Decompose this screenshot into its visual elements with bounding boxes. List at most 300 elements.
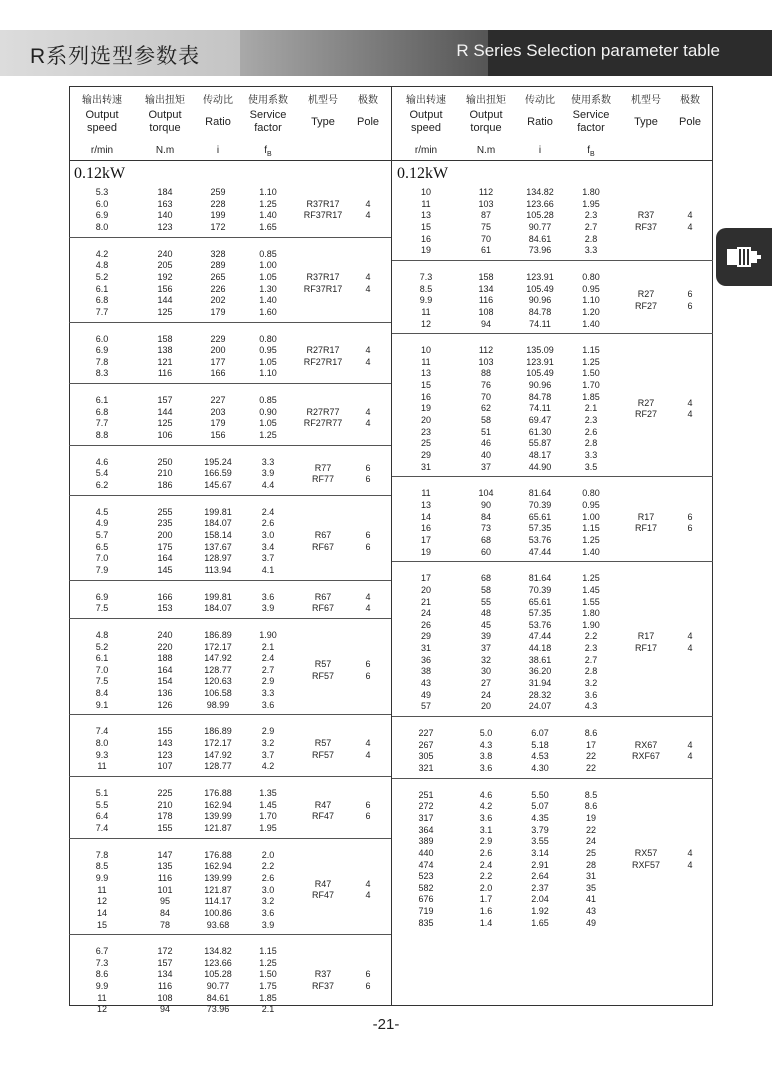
right-cell-ratio: 135.09 (526, 345, 554, 356)
left-cell-speed: 7.7 (95, 418, 109, 429)
left-cell-sf: 3.7 (261, 749, 275, 760)
left-cell-speed: 5.4 (95, 468, 109, 479)
right-cell-speed: 12 (420, 318, 431, 329)
right-cell-speed: 17 (420, 573, 431, 584)
right-cell-sf: 0.95 (582, 283, 600, 294)
left-cell-speed: 9.9 (95, 981, 109, 992)
left-cell-ratio: 158.14 (204, 529, 232, 540)
left-cell-ratio: 229 (210, 333, 226, 344)
right-cell-speed: 31 (420, 643, 431, 654)
left-cell-torque: 210 (157, 799, 173, 810)
right-cell-sf: 2.7 (584, 221, 598, 232)
right-cell-ratio: 65.61 (528, 596, 552, 607)
left-cell-torque: 200 (157, 529, 173, 540)
left-cell-sf: 1.40 (259, 210, 277, 221)
left-cell-speed: 7.8 (95, 356, 109, 367)
right-cell-torque: 58 (480, 584, 491, 595)
right-cell-ratio: 4.30 (531, 762, 549, 773)
right-cell-sf: 1.80 (582, 608, 600, 619)
right-cell-speed: 474 (418, 859, 434, 870)
right-cell-speed: 523 (418, 871, 434, 882)
left-cell-sf: 4.1 (261, 564, 275, 575)
left-cell-ratio: 184.07 (204, 518, 232, 529)
right-cell-ratio: 1.65 (531, 917, 549, 928)
right-cell-ratio: 57.35 (528, 523, 552, 534)
right-header-sf-unit: $f_B$ (587, 145, 595, 158)
right-cell-ratio: 53.76 (528, 534, 552, 545)
left-pole-count: 4 (365, 591, 371, 602)
right-cell-sf: 1.15 (582, 523, 600, 534)
right-cell-ratio: 1.92 (531, 906, 549, 917)
right-cell-torque: 24 (480, 689, 491, 700)
left-cell-ratio: 139.99 (204, 811, 232, 822)
left-cell-sf: 1.05 (259, 418, 277, 429)
left-cell-speed: 6.9 (95, 345, 109, 356)
right-cell-torque: 37 (480, 643, 491, 654)
left-cell-ratio: 162.94 (204, 861, 232, 872)
left-cell-torque: 163 (157, 198, 173, 209)
left-cell-speed: 11 (97, 884, 107, 895)
left-cell-speed: 12 (96, 1004, 107, 1015)
right-cell-speed: 582 (418, 882, 434, 893)
left-cell-torque: 134 (157, 969, 173, 980)
left-cell-torque: 78 (159, 919, 170, 930)
left-cell-speed: 6.7 (95, 946, 109, 957)
right-pole-count: 4 (687, 397, 693, 408)
left-cell-torque: 186 (157, 480, 173, 490)
left-cell-torque: 220 (157, 641, 173, 652)
right-cell-sf: 2.3 (584, 210, 598, 221)
left-cell-sf: 1.25 (259, 957, 277, 968)
left-cell-sf: 2.6 (261, 518, 275, 529)
right-cell-speed: 676 (418, 894, 434, 905)
left-header-type-en: Type (311, 116, 335, 128)
right-pole-count: 4 (687, 847, 693, 858)
right-cell-speed: 11 (421, 356, 431, 367)
left-pole-count: 4 (365, 271, 371, 282)
left-cell-ratio: 84.61 (206, 992, 230, 1003)
left-cell-torque: 143 (157, 738, 173, 749)
left-cell-sf: 0.90 (259, 406, 277, 417)
right-cell-torque: 1.7 (479, 894, 493, 905)
left-model-type: R47 (314, 878, 332, 889)
right-cell-torque: 5.0 (479, 728, 493, 738)
right-header-ratio-en: Ratio (527, 116, 553, 128)
left-cell-speed: 5.3 (95, 187, 109, 197)
right-cell-speed: 38 (420, 666, 431, 677)
right-model-type: R27 (637, 289, 655, 300)
left-cell-speed: 9.1 (95, 699, 109, 710)
left-cell-sf: 1.70 (259, 811, 277, 822)
right-header-ratio-cn: 传动比 (525, 95, 555, 106)
right-cell-ratio: 5.07 (531, 801, 549, 812)
right-cell-ratio: 24.07 (528, 701, 552, 712)
right-cell-torque: 158 (478, 271, 494, 282)
left-cell-sf: 2.0 (261, 849, 275, 860)
left-cell-sf: 2.4 (261, 506, 275, 517)
right-cell-ratio: 4.53 (531, 751, 549, 762)
right-cell-sf: 28 (585, 859, 596, 870)
right-cell-torque: 103 (478, 356, 494, 367)
left-cell-speed: 6.9 (95, 591, 109, 602)
right-cell-torque: 2.6 (479, 847, 493, 858)
left-cell-sf: 1.15 (259, 946, 277, 957)
right-cell-ratio: 84.61 (528, 233, 552, 244)
right-pole-count: 4 (687, 631, 693, 642)
left-cell-ratio: 145.67 (204, 480, 232, 490)
left-cell-torque: 153 (157, 603, 173, 614)
left-cell-speed: 7.3 (95, 957, 109, 968)
right-cell-sf: 1.20 (582, 306, 600, 317)
left-cell-ratio: 179 (210, 306, 226, 317)
right-cell-ratio: 69.47 (528, 415, 552, 426)
right-cell-speed: 19 (420, 245, 431, 256)
left-cell-sf: 3.3 (261, 456, 275, 467)
right-cell-ratio: 4.35 (531, 812, 549, 823)
left-cell-ratio: 265 (210, 271, 226, 282)
right-cell-torque: 55 (480, 596, 491, 607)
left-cell-torque: 240 (157, 248, 173, 259)
right-cell-speed: 16 (420, 391, 431, 402)
left-cell-ratio: 259 (210, 187, 226, 197)
left-group-separator (69, 495, 391, 496)
left-model-type: R37R17 (306, 271, 340, 282)
right-cell-ratio: 90.96 (528, 380, 552, 391)
right-cell-torque: 48 (480, 608, 491, 619)
left-cell-sf: 2.7 (261, 664, 275, 675)
left-cell-torque: 138 (157, 345, 173, 356)
right-cell-speed: 49 (420, 689, 431, 700)
left-cell-sf: 3.6 (261, 591, 275, 602)
left-cell-ratio: 121.87 (204, 884, 232, 895)
left-cell-speed: 6.1 (95, 653, 109, 664)
left-model-type: R47 (314, 799, 332, 810)
right-cell-sf: 1.90 (582, 619, 600, 630)
right-cell-sf: 49 (585, 917, 596, 928)
left-pole-count: 4 (365, 283, 371, 294)
right-cell-torque: 30 (480, 666, 491, 677)
right-cell-sf: 1.70 (582, 380, 600, 391)
left-cell-torque: 126 (157, 699, 173, 710)
left-cell-speed: 7.0 (95, 664, 109, 675)
right-cell-speed: 57 (420, 701, 431, 712)
right-pole-count: 4 (687, 751, 693, 762)
right-cell-ratio: 73.96 (528, 245, 552, 256)
left-header-sf-cn: 使用系数 (248, 95, 288, 106)
left-cell-sf: 1.00 (259, 260, 277, 271)
right-cell-sf: 0.95 (582, 499, 600, 510)
right-cell-torque: 103 (478, 198, 494, 209)
right-cell-ratio: 84.78 (528, 306, 552, 317)
right-cell-sf: 1.25 (582, 573, 600, 584)
right-cell-sf: 8.6 (584, 728, 598, 738)
right-cell-torque: 68 (480, 573, 491, 584)
right-cell-sf: 19 (585, 812, 596, 823)
left-cell-speed: 4.6 (95, 456, 109, 467)
left-group-separator (69, 776, 391, 777)
right-cell-sf: 3.3 (584, 450, 598, 460)
right-pole-count: 4 (687, 409, 693, 420)
left-group-separator (69, 383, 391, 384)
right-cell-speed: 10 (420, 187, 431, 197)
left-cell-sf: 3.0 (261, 884, 275, 895)
left-cell-ratio: 121.87 (204, 822, 232, 833)
left-cell-ratio: 90.77 (206, 981, 230, 992)
right-cell-ratio: 48.17 (528, 450, 552, 460)
left-model-type: RF67 (311, 541, 334, 552)
left-cell-torque: 250 (157, 456, 173, 467)
right-cell-ratio: 47.44 (528, 631, 552, 642)
right-header-pole-cn: 极数 (680, 95, 700, 106)
left-cell-ratio: 289 (210, 260, 226, 271)
left-cell-sf: 2.4 (261, 653, 275, 664)
left-model-type: RF77 (311, 474, 334, 485)
left-model-type: RF67 (311, 603, 334, 614)
right-cell-speed: 7.3 (419, 271, 433, 282)
left-cell-torque: 184 (157, 187, 173, 197)
page-title-en: R Series Selection parameter table (456, 41, 720, 60)
right-group-separator (392, 260, 713, 261)
left-cell-ratio: 166.59 (204, 468, 232, 479)
right-cell-speed: 11 (421, 488, 431, 499)
right-model-type: RX67 (634, 739, 658, 750)
left-pole-count: 4 (365, 749, 371, 760)
right-cell-ratio: 81.64 (528, 573, 552, 584)
left-cell-sf: 3.9 (261, 468, 275, 479)
right-cell-speed: 20 (420, 415, 431, 426)
left-cell-sf: 0.95 (259, 345, 277, 356)
right-model-type: R37 (637, 210, 655, 221)
left-cell-speed: 7.5 (95, 603, 109, 614)
right-pole-count: 4 (687, 643, 693, 654)
right-group-separator (392, 476, 713, 477)
left-cell-ratio: 100.86 (204, 907, 232, 918)
table-center-divider (391, 86, 392, 1006)
right-pole-count: 4 (687, 221, 693, 232)
right-cell-sf: 1.95 (582, 198, 600, 209)
right-cell-torque: 45 (480, 619, 491, 630)
left-header-speed-cn: 输出转速 (82, 95, 122, 106)
left-cell-sf: 1.10 (259, 187, 277, 197)
left-cell-speed: 12 (96, 896, 107, 907)
right-cell-torque: 2.9 (479, 836, 493, 847)
right-model-type: RF27 (634, 301, 657, 312)
left-cell-ratio: 139.99 (204, 872, 232, 883)
right-cell-sf: 2.3 (584, 415, 598, 426)
right-cell-sf: 1.50 (582, 368, 600, 379)
right-cell-torque: 39 (480, 631, 491, 642)
left-cell-ratio: 176.88 (204, 788, 232, 798)
left-cell-ratio: 114.17 (204, 896, 232, 907)
left-header-ratio-unit: i (216, 145, 220, 156)
right-cell-sf: 31 (585, 871, 596, 882)
right-cell-sf: 4.3 (584, 701, 598, 712)
left-cell-torque: 94 (159, 1004, 170, 1015)
left-cell-sf: 3.6 (261, 907, 275, 918)
right-cell-torque: 4.6 (479, 789, 493, 800)
left-cell-speed: 6.8 (95, 295, 109, 306)
left-cell-speed: 7.7 (95, 306, 109, 317)
right-cell-speed: 8.5 (419, 283, 433, 294)
right-cell-torque: 94 (480, 318, 491, 329)
right-cell-speed: 9.9 (419, 295, 433, 306)
left-cell-torque: 155 (157, 726, 173, 737)
left-cell-ratio: 98.99 (206, 699, 230, 710)
left-cell-speed: 8.8 (95, 430, 109, 441)
right-cell-sf: 1.00 (582, 511, 600, 522)
left-cell-sf: 1.05 (259, 356, 277, 367)
left-cell-speed: 11 (97, 992, 107, 1003)
right-cell-torque: 134 (478, 283, 494, 294)
left-cell-sf: 3.9 (261, 603, 275, 614)
right-cell-torque: 70 (480, 391, 491, 402)
right-header-ratio-unit: i (538, 145, 542, 156)
left-cell-speed: 5.5 (95, 799, 109, 810)
left-model-type: RF37R17 (303, 210, 343, 221)
left-cell-sf: 1.25 (259, 198, 277, 209)
right-cell-ratio: 53.76 (528, 619, 552, 630)
right-cell-torque: 37 (480, 461, 491, 472)
right-cell-speed: 20 (420, 584, 431, 595)
right-cell-torque: 40 (480, 450, 491, 460)
right-cell-sf: 0.80 (582, 488, 600, 499)
left-cell-torque: 144 (157, 406, 173, 417)
left-cell-torque: 140 (157, 210, 173, 221)
right-cell-sf: 2.1 (584, 403, 598, 414)
right-cell-sf: 8.5 (584, 789, 598, 800)
right-cell-speed: 13 (420, 368, 431, 379)
left-cell-speed: 14 (96, 907, 107, 918)
right-cell-sf: 2.8 (584, 438, 598, 449)
right-cell-sf: 1.15 (582, 345, 600, 356)
right-cell-ratio: 84.78 (528, 391, 552, 402)
left-header-speed-en: Output speed (85, 109, 119, 134)
left-cell-sf: 1.90 (259, 629, 277, 640)
right-cell-ratio: 55.87 (528, 438, 552, 449)
right-cell-speed: 19 (420, 403, 431, 414)
right-cell-speed: 19 (420, 546, 431, 557)
right-cell-speed: 23 (420, 426, 431, 437)
left-group-separator (69, 934, 391, 935)
left-cell-torque: 192 (157, 271, 173, 282)
right-cell-sf: 22 (585, 824, 596, 835)
right-cell-speed: 11 (421, 198, 431, 209)
left-cell-ratio: 162.94 (204, 799, 232, 810)
right-group-separator (392, 333, 713, 334)
right-cell-speed: 24 (420, 608, 431, 619)
right-cell-torque: 75 (480, 221, 491, 232)
left-pole-count: 4 (365, 210, 371, 221)
left-header-ratio-cn: 传动比 (203, 95, 233, 106)
left-cell-ratio: 172.17 (204, 738, 232, 749)
right-cell-speed: 305 (418, 751, 434, 762)
left-pole-count: 6 (365, 811, 371, 822)
left-cell-sf: 3.7 (261, 553, 275, 564)
left-cell-sf: 1.85 (259, 992, 277, 1003)
left-cell-torque: 116 (157, 872, 173, 883)
left-model-type: RF57 (311, 670, 334, 681)
right-cell-torque: 84 (480, 511, 491, 522)
header-line-right (392, 160, 713, 161)
right-cell-torque: 108 (478, 306, 494, 317)
left-cell-torque: 116 (157, 368, 173, 379)
right-cell-ratio: 105.28 (526, 210, 554, 221)
left-cell-speed: 6.2 (95, 480, 109, 490)
right-cell-torque: 3.1 (479, 824, 493, 835)
right-pole-count: 6 (687, 511, 693, 522)
right-cell-ratio: 38.61 (528, 654, 552, 665)
left-header-type-cn: 机型号 (308, 95, 338, 106)
right-cell-sf: 2.7 (584, 654, 598, 665)
left-cell-speed: 7.4 (95, 726, 109, 737)
right-cell-ratio: 134.82 (526, 187, 554, 197)
right-cell-torque: 58 (480, 415, 491, 426)
left-cell-speed: 6.1 (95, 395, 109, 406)
left-cell-sf: 3.4 (261, 541, 275, 552)
left-header-pole-cn: 极数 (358, 95, 378, 106)
left-cell-speed: 6.8 (95, 406, 109, 417)
right-cell-sf: 22 (585, 762, 596, 773)
left-pole-count: 4 (365, 878, 371, 889)
right-model-type: R27 (637, 397, 655, 408)
left-header-torque-unit: N.m (155, 145, 175, 156)
left-cell-speed: 6.1 (95, 283, 109, 294)
left-cell-ratio: 134.82 (204, 946, 232, 957)
left-cell-torque: 172 (157, 946, 173, 957)
right-cell-speed: 13 (420, 499, 431, 510)
right-cell-speed: 13 (420, 210, 431, 221)
left-cell-torque: 166 (157, 591, 173, 602)
left-cell-torque: 107 (157, 761, 173, 772)
right-cell-speed: 227 (418, 728, 434, 738)
left-cell-speed: 8.0 (95, 738, 109, 749)
left-cell-torque: 225 (157, 788, 173, 798)
left-cell-torque: 144 (157, 295, 173, 306)
right-cell-ratio: 105.49 (526, 368, 554, 379)
right-header-speed-en: Output speed (409, 109, 443, 134)
left-cell-ratio: 199.81 (204, 591, 232, 602)
left-cell-sf: 1.05 (259, 271, 277, 282)
left-cell-torque: 205 (157, 260, 173, 271)
left-pole-count: 6 (365, 969, 371, 980)
left-cell-ratio: 93.68 (206, 919, 230, 930)
left-cell-speed: 4.2 (95, 248, 109, 259)
left-cell-sf: 2.1 (261, 1004, 275, 1015)
right-cell-ratio: 65.61 (528, 511, 552, 522)
left-cell-speed: 4.9 (95, 518, 109, 529)
left-pole-count: 4 (365, 603, 371, 614)
right-cell-speed: 835 (418, 917, 434, 928)
left-cell-sf: 2.6 (261, 872, 275, 883)
right-cell-torque: 4.3 (479, 739, 493, 750)
right-header-sf-unit-sub: B (590, 151, 595, 158)
left-header-sf-unit: $f_B$ (264, 145, 272, 158)
left-pole-count: 6 (365, 541, 371, 552)
left-pole-count: 6 (365, 670, 371, 681)
right-cell-sf: 1.80 (582, 187, 600, 197)
left-cell-ratio: 128.77 (204, 664, 232, 675)
right-cell-speed: 43 (420, 678, 431, 689)
right-cell-sf: 1.45 (582, 584, 600, 595)
left-cell-sf: 2.2 (261, 861, 275, 872)
left-cell-sf: 3.0 (261, 529, 275, 540)
right-cell-speed: 21 (420, 596, 431, 607)
right-header-sf-en: Service factor (572, 109, 610, 134)
right-model-type: RXF57 (631, 859, 660, 870)
right-cell-sf: 17 (585, 739, 596, 750)
right-cell-sf: 25 (585, 847, 596, 858)
right-cell-speed: 17 (420, 534, 431, 545)
